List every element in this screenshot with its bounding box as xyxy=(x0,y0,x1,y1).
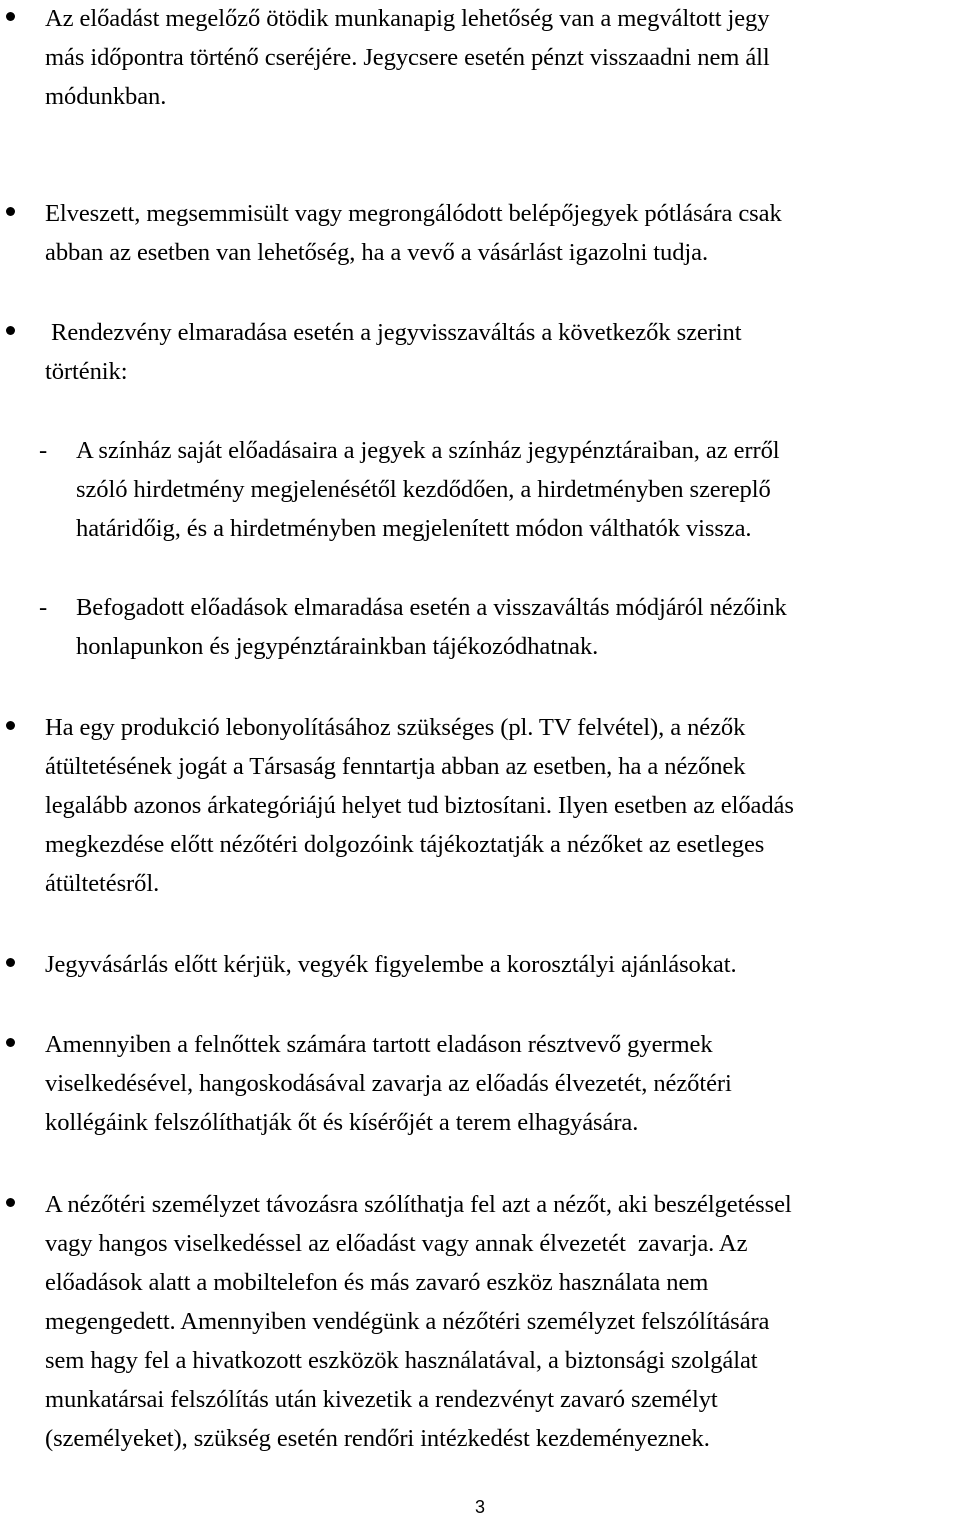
text-line: kollégáink felszólíthatják őt és kísérőjét a terem elhagyására. xyxy=(45,1109,639,1136)
text-line: viselkedésével, hangoskodásával zavarja az előadás élvezetét, nézőtéri xyxy=(45,1070,732,1097)
bullet-icon xyxy=(6,721,15,730)
bullet-item-ticket-exchange xyxy=(45,0,960,116)
bullet-item-reseating xyxy=(45,708,960,903)
text-line: megengedett. Amennyiben vendégünk a nézőtéri személyzet felszólítására xyxy=(45,1308,770,1335)
bullet-item-event-cancellation xyxy=(45,313,960,391)
bullet-icon xyxy=(6,1038,15,1047)
bullet-icon xyxy=(6,12,15,21)
text-line: Befogadott előadások elmaradása esetén a visszaváltás módjáról nézőink xyxy=(76,594,787,621)
text-line: Jegyvásárlás előtt kérjük, vegyék figyelembe a korosztályi ajánlásokat. xyxy=(45,951,737,978)
text-line: honlapunkon és jegypénztárainkban tájékozódhatnak. xyxy=(76,633,599,660)
text-line: Ha egy produkció lebonyolításához szükséges (pl. TV felvétel), a nézők xyxy=(45,714,746,741)
bullet-icon xyxy=(6,326,15,335)
text-line: (személyeket), szükség esetén rendőri intézkedést kezdeményeznek. xyxy=(45,1425,710,1452)
bullet-icon xyxy=(6,207,15,216)
text-line: szóló hirdetmény megjelenésétől kezdődően, a hirdetményben szereplő xyxy=(76,476,771,503)
text-line: A nézőtéri személyzet távozásra szólíthatja fel azt a nézőt, aki beszélgetéssel xyxy=(45,1191,792,1218)
page-number: 3 xyxy=(474,1497,485,1517)
text-line: megkezdése előtt nézőtéri dolgozóink tájékoztatják a nézőket az esetleges xyxy=(45,831,765,858)
text-line: módunkban. xyxy=(45,83,167,110)
text-line: átültetésről. xyxy=(45,870,160,897)
bullet-icon xyxy=(6,1198,15,1207)
text-line: határidőig, és a hirdetményben megjelenített módon válthatók vissza. xyxy=(76,515,752,542)
dash-marker: - xyxy=(39,437,48,464)
text-line: Amennyiben a felnőttek számára tartott eladáson résztvevő gyermek xyxy=(45,1031,713,1058)
bullet-icon xyxy=(6,958,15,967)
dash-item-own-productions xyxy=(39,431,960,548)
text-line: történik: xyxy=(45,358,128,385)
text-line: munkatársai felszólítás után kivezetik a rendezvényt zavaró személyt xyxy=(45,1386,718,1413)
dash-marker: - xyxy=(39,594,48,621)
text-line: Rendezvény elmaradása esetén a jegyvisszaváltás a következők szerint xyxy=(45,319,742,346)
text-line: Elveszett, megsemmisült vagy megrongálódott belépőjegyek pótlására csak xyxy=(45,200,782,227)
text-line: más időpontra történő cseréjére. Jegycsere esetén pénzt visszaadni nem áll xyxy=(45,44,770,71)
text-line: átültetésének jogát a Társaság fenntartja abban az esetben, ha a nézőnek xyxy=(45,753,746,780)
text-line: előadások alatt a mobiltelefon és más zavaró eszköz használata nem xyxy=(45,1269,709,1296)
bullet-item-children-behavior xyxy=(45,1025,960,1142)
bullet-item-lost-tickets xyxy=(45,194,960,272)
text-line: abban az esetben van lehetőség, ha a vevő a vásárlást igazolni tudja. xyxy=(45,239,709,266)
dash-item-hosted-productions xyxy=(39,588,960,666)
text-line: sem hagy fel a hivatkozott eszközök használatával, a biztonsági szolgálat xyxy=(45,1347,758,1374)
text-line: A színház saját előadásaira a jegyek a színház jegypénztáraiban, az erről xyxy=(76,437,780,464)
bullet-item-disturbing-audience xyxy=(45,1185,960,1458)
bullet-item-age-recommendations xyxy=(45,945,960,984)
text-line: vagy hangos viselkedéssel az előadást vagy annak élvezetét zavarja. Az xyxy=(45,1230,748,1257)
text-line: Az előadást megelőző ötödik munkanapig lehetőség van a megváltott jegy xyxy=(45,5,770,32)
text-line: legalább azonos árkategóriájú helyet tud biztosítani. Ilyen esetben az előadás xyxy=(45,792,794,819)
